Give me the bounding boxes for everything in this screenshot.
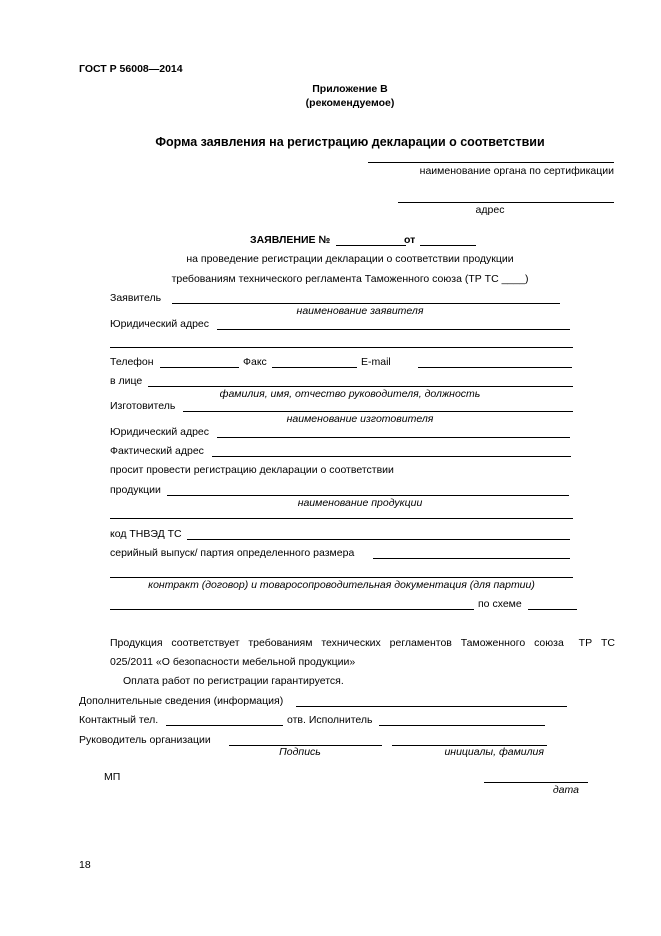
tnved-label: код ТНВЭД ТС (110, 528, 182, 540)
statement-line-1: на проведение регистрации декларации о соответствии продукции (186, 253, 514, 265)
manufacturer-caption: наименование изготовителя (286, 413, 434, 425)
conformity-word: союза (534, 637, 564, 649)
head-label: Руководитель организации (79, 734, 211, 746)
applicant-line (172, 303, 560, 304)
email-line (418, 367, 572, 368)
additional-info-line (296, 706, 567, 707)
product-caption: наименование продукции (297, 497, 423, 509)
product-line (167, 495, 569, 496)
actual-address-label: Фактический адрес (110, 445, 204, 457)
applicant-label: Заявитель (110, 292, 162, 304)
statement-date-label: от (404, 234, 416, 246)
statement-number-line (336, 245, 406, 246)
conformity-line-2: 025/2011 «О безопасности мебельной продукции» (110, 656, 356, 668)
appendix-type: (рекомендуемое) (305, 97, 395, 109)
conformity-word: ТС (600, 637, 615, 649)
fax-label: Факс (243, 356, 267, 368)
stamp-placeholder: МП (104, 771, 121, 783)
initials-caption: инициалы, фамилия (444, 746, 544, 758)
conformity-word: требованиям (248, 637, 313, 649)
phone-line (160, 367, 239, 368)
statement-line-2: требованиям технического регламента Таможенного союза (ТР ТС ____) (171, 273, 529, 285)
legal-address-line (217, 329, 570, 330)
certification-body-caption: наименование органа по сертификации (419, 165, 614, 177)
executor-label: отв. Исполнитель (287, 714, 373, 726)
certification-body-line (368, 162, 614, 163)
page-number: 18 (79, 859, 91, 871)
contact-phone-line (166, 725, 283, 726)
phone-label: Телефон (110, 356, 154, 368)
conformity-word: регламентов (389, 637, 452, 649)
scheme-line (528, 609, 577, 610)
scheme-line-left (110, 609, 474, 610)
conformity-word: технических (321, 637, 381, 649)
appendix-title: Приложение В (312, 83, 388, 95)
executor-line (379, 725, 545, 726)
statement-date-line (420, 245, 476, 246)
date-caption: дата (552, 784, 579, 796)
conformity-word: Продукция (110, 637, 163, 649)
signature-caption: Подпись (279, 746, 321, 758)
contract-line (110, 577, 573, 578)
serial-line (373, 558, 570, 559)
conformity-line-1 (110, 637, 615, 649)
fax-line (272, 367, 357, 368)
legal-address-label: Юридический адрес (110, 318, 210, 330)
conformity-word: Таможенного (460, 637, 526, 649)
manufacturer-legal-address-line (217, 437, 570, 438)
person-label: в лице (110, 375, 143, 387)
date-line (484, 782, 588, 783)
tnved-line (187, 539, 570, 540)
product-label: продукции (110, 484, 161, 496)
statement-number-label: ЗАЯВЛЕНИЕ № (250, 234, 331, 246)
manufacturer-line (183, 411, 573, 412)
standard-number: ГОСТ Р 56008—2014 (79, 63, 183, 75)
manufacturer-legal-address-label: Юридический адрес (110, 426, 210, 438)
address-caption: адрес (475, 204, 505, 216)
actual-address-line (212, 456, 571, 457)
scheme-label: по схеме (478, 598, 522, 610)
serial-label: серийный выпуск/ партия определенного размера (110, 547, 355, 559)
contract-caption: контракт (договор) и товаросопроводительная документация (для партии) (148, 579, 535, 591)
address-line (398, 202, 614, 203)
payment-guarantee: Оплата работ по регистрации гарантируется. (123, 675, 344, 687)
manufacturer-label: Изготовитель (110, 400, 176, 412)
person-caption: фамилия, имя, отчество руководителя, должность (219, 388, 481, 400)
additional-info-label: Дополнительные сведения (информация) (79, 695, 284, 707)
form-title: Форма заявления на регистрацию декларации о соответствии (155, 135, 545, 149)
request-text: просит провести регистрацию декларации о соответствии (110, 464, 394, 476)
legal-address-line-2 (110, 347, 573, 348)
conformity-word: соответствует (171, 637, 240, 649)
contact-phone-label: Контактный тел. (79, 714, 159, 726)
applicant-caption: наименование заявителя (296, 305, 424, 317)
statement-heading (250, 234, 474, 246)
email-label: E-mail (361, 356, 391, 368)
person-line (148, 386, 573, 387)
conformity-word: ТР (578, 637, 593, 649)
product-line-2 (110, 518, 573, 519)
